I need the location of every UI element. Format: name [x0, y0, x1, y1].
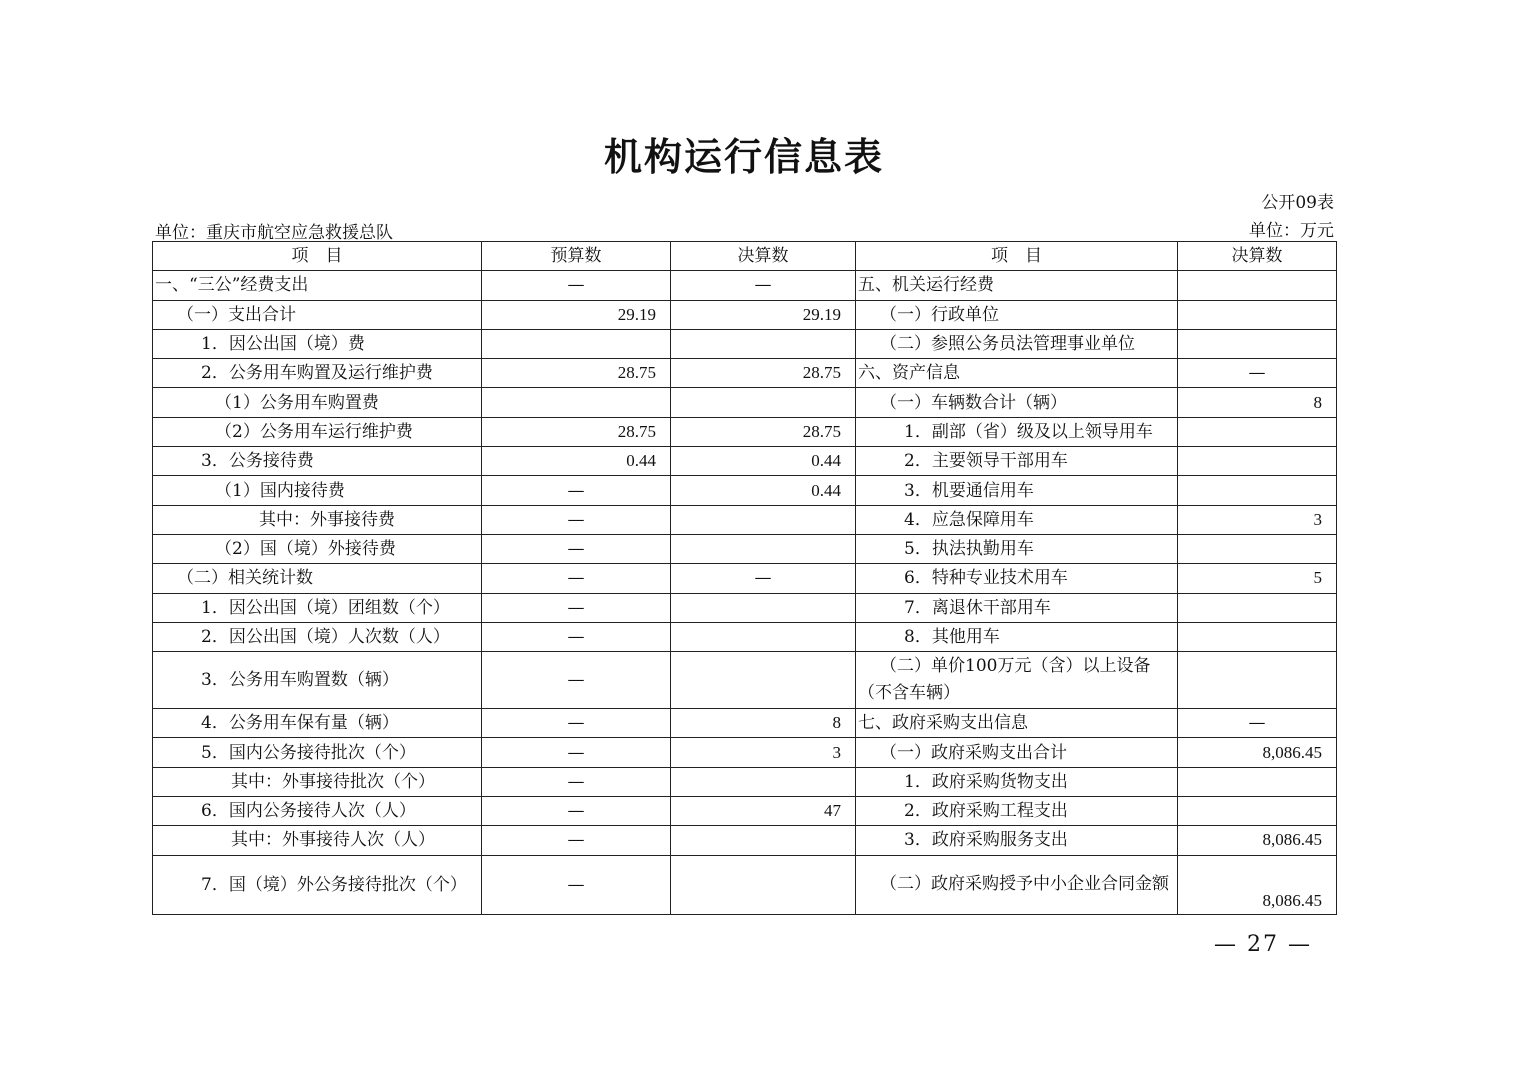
right-final-value	[1178, 534, 1337, 563]
budget-value: —	[482, 855, 671, 914]
right-final-value: 8,086.45	[1178, 738, 1337, 767]
right-final-value	[1178, 476, 1337, 505]
budget-value: —	[482, 271, 671, 300]
organization-unit: 单位：重庆市航空应急救援总队	[155, 223, 393, 243]
budget-value: —	[482, 652, 671, 709]
header-item-right: 项 目	[856, 242, 1178, 271]
final-value: 0.44	[671, 476, 856, 505]
final-value	[671, 855, 856, 914]
table-row	[153, 359, 1337, 388]
operation-info-table	[152, 241, 1337, 915]
right-final-value: 8,086.45	[1178, 826, 1337, 855]
budget-value: 0.44	[482, 447, 671, 476]
final-value: 8	[671, 709, 856, 738]
budget-value: —	[482, 826, 671, 855]
budget-value: —	[482, 564, 671, 593]
left-item: 1．因公出国（境）费	[153, 329, 482, 358]
final-value	[671, 767, 856, 796]
table-row	[153, 534, 1337, 563]
right-item: 2．主要领导干部用车	[856, 447, 1178, 476]
budget-value: —	[482, 505, 671, 534]
right-item: 8．其他用车	[856, 622, 1178, 651]
right-final-value	[1178, 622, 1337, 651]
budget-value	[482, 329, 671, 358]
budget-value: 28.75	[482, 417, 671, 446]
table-row	[153, 388, 1337, 417]
left-item: 4．公务用车保有量（辆）	[153, 709, 482, 738]
right-item: 3．政府采购服务支出	[856, 826, 1178, 855]
final-value: 47	[671, 797, 856, 826]
budget-value: —	[482, 476, 671, 505]
header-item-left: 项 目	[153, 242, 482, 271]
right-item: （二）参照公务员法管理事业单位	[856, 329, 1178, 358]
table-row	[153, 447, 1337, 476]
right-final-value: 8,086.45	[1178, 855, 1337, 914]
budget-value	[482, 388, 671, 417]
right-item: 1．副部（省）级及以上领导用车	[856, 417, 1178, 446]
page-number: — 27 —	[1214, 932, 1312, 957]
right-final-value: —	[1178, 359, 1337, 388]
left-item: （2）国（境）外接待费	[153, 534, 482, 563]
right-final-value	[1178, 300, 1337, 329]
left-item: 3．公务用车购置数（辆）	[153, 652, 482, 709]
right-final-value	[1178, 271, 1337, 300]
left-item: （2）公务用车运行维护费	[153, 417, 482, 446]
right-final-value	[1178, 797, 1337, 826]
table-row	[153, 329, 1337, 358]
left-item: 其中：外事接待费	[153, 505, 482, 534]
budget-value: 29.19	[482, 300, 671, 329]
final-value: 28.75	[671, 359, 856, 388]
right-item: 五、机关运行经费	[856, 271, 1178, 300]
final-value: 3	[671, 738, 856, 767]
final-value	[671, 388, 856, 417]
right-item: 5．执法执勤用车	[856, 534, 1178, 563]
table-row	[153, 767, 1337, 796]
right-item: （一）行政单位	[856, 300, 1178, 329]
right-item: 4．应急保障用车	[856, 505, 1178, 534]
left-item: 6．国内公务接待人次（人）	[153, 797, 482, 826]
budget-value: —	[482, 709, 671, 738]
final-value: —	[671, 271, 856, 300]
currency-unit: 单位：万元	[1249, 221, 1334, 241]
right-final-value	[1178, 447, 1337, 476]
right-final-value	[1178, 767, 1337, 796]
right-final-value	[1178, 593, 1337, 622]
table-row	[153, 271, 1337, 300]
final-value	[671, 329, 856, 358]
final-value: 28.75	[671, 417, 856, 446]
right-final-value: 3	[1178, 505, 1337, 534]
left-item: （一）支出合计	[153, 300, 482, 329]
right-item: 7．离退休干部用车	[856, 593, 1178, 622]
table-row	[153, 738, 1337, 767]
table-row	[153, 300, 1337, 329]
table-row	[153, 505, 1337, 534]
final-value: 29.19	[671, 300, 856, 329]
form-number: 公开09表	[1261, 193, 1334, 213]
final-value	[671, 593, 856, 622]
right-item: （一）车辆数合计（辆）	[856, 388, 1178, 417]
right-item: （二）政府采购授予中小企业合同金额	[856, 855, 1178, 914]
header-budget: 预算数	[482, 242, 671, 271]
left-item: 一、“三公”经费支出	[153, 271, 482, 300]
budget-value: —	[482, 622, 671, 651]
final-value	[671, 534, 856, 563]
right-final-value: 8	[1178, 388, 1337, 417]
left-item: 其中：外事接待批次（个）	[153, 767, 482, 796]
right-item: （二）单价100万元（含）以上设备（不含车辆）	[856, 652, 1178, 709]
right-final-value	[1178, 417, 1337, 446]
table-row	[153, 622, 1337, 651]
final-value	[671, 505, 856, 534]
right-item: 六、资产信息	[856, 359, 1178, 388]
table-row	[153, 855, 1337, 914]
right-item: 3．机要通信用车	[856, 476, 1178, 505]
table-row	[153, 709, 1337, 738]
right-item: 七、政府采购支出信息	[856, 709, 1178, 738]
budget-value: —	[482, 767, 671, 796]
final-value: 0.44	[671, 447, 856, 476]
left-item: 5．国内公务接待批次（个）	[153, 738, 482, 767]
final-value	[671, 652, 856, 709]
page-title: 机构运行信息表	[603, 134, 884, 179]
header-final-left: 决算数	[671, 242, 856, 271]
left-item: 7．国（境）外公务接待批次（个）	[153, 855, 482, 914]
left-item: 其中：外事接待人次（人）	[153, 826, 482, 855]
right-final-value	[1178, 329, 1337, 358]
budget-value: 28.75	[482, 359, 671, 388]
final-value	[671, 622, 856, 651]
right-item: 2．政府采购工程支出	[856, 797, 1178, 826]
budget-value: —	[482, 738, 671, 767]
left-item: 1．因公出国（境）团组数（个）	[153, 593, 482, 622]
left-item: （二）相关统计数	[153, 564, 482, 593]
final-value	[671, 826, 856, 855]
table-row	[153, 797, 1337, 826]
right-final-value	[1178, 652, 1337, 709]
left-item: 2．公务用车购置及运行维护费	[153, 359, 482, 388]
budget-value: —	[482, 593, 671, 622]
table-header-row	[153, 242, 1337, 271]
right-item: 1．政府采购货物支出	[856, 767, 1178, 796]
right-final-value: 5	[1178, 564, 1337, 593]
table-row	[153, 476, 1337, 505]
table-row	[153, 417, 1337, 446]
table-row	[153, 826, 1337, 855]
right-item: （一）政府采购支出合计	[856, 738, 1178, 767]
left-item: 2．因公出国（境）人次数（人）	[153, 622, 482, 651]
left-item: 3．公务接待费	[153, 447, 482, 476]
table-row	[153, 593, 1337, 622]
right-final-value: —	[1178, 709, 1337, 738]
header-final-right: 决算数	[1178, 242, 1337, 271]
budget-value: —	[482, 797, 671, 826]
budget-value: —	[482, 534, 671, 563]
final-value: —	[671, 564, 856, 593]
right-item: 6．特种专业技术用车	[856, 564, 1178, 593]
left-item: （1）国内接待费	[153, 476, 482, 505]
left-item: （1）公务用车购置费	[153, 388, 482, 417]
table-row	[153, 652, 1337, 709]
table-row	[153, 564, 1337, 593]
